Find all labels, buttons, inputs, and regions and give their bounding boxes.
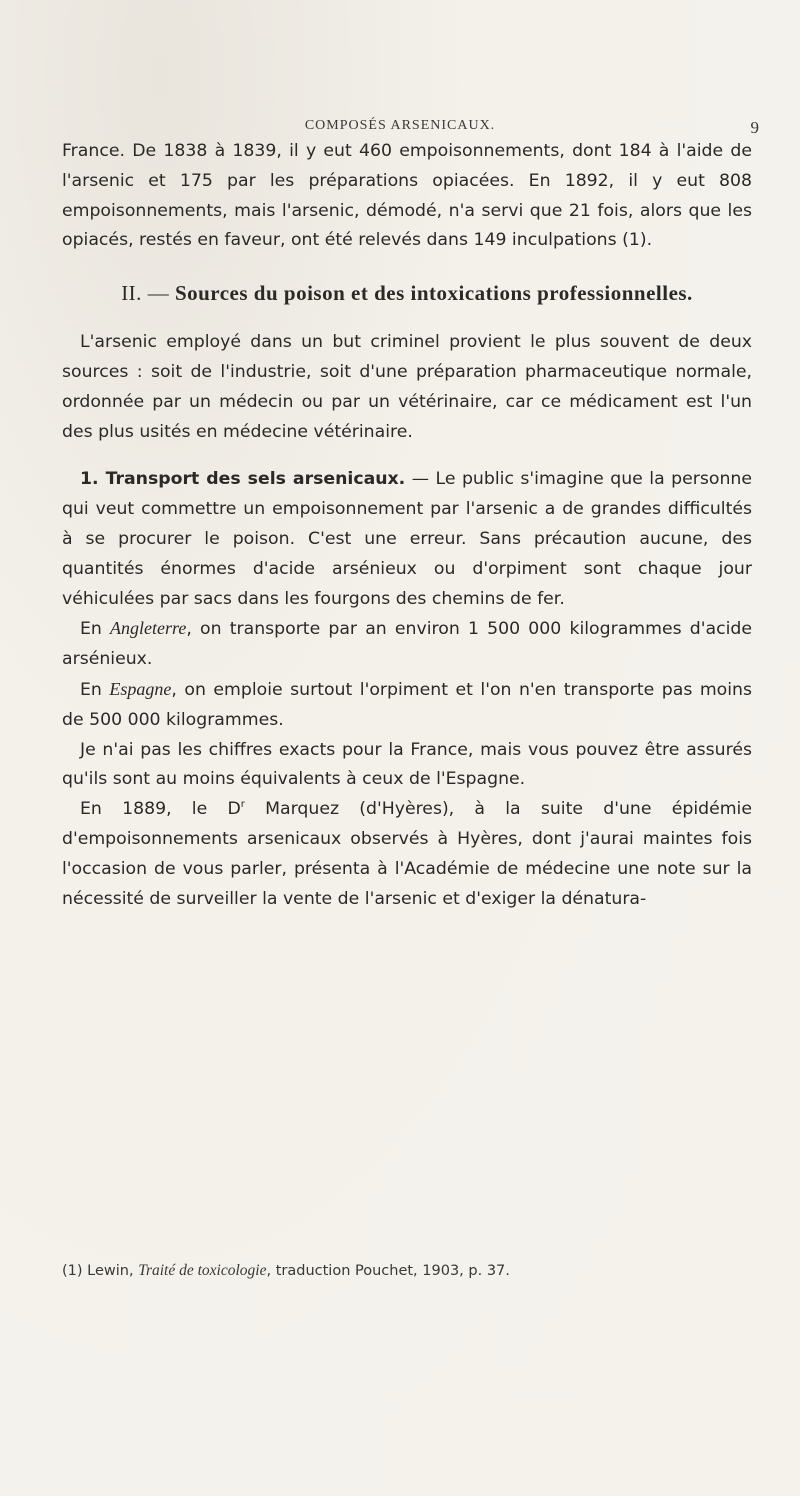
subsection-paragraph bbox=[62, 465, 752, 614]
page-number: 9 bbox=[750, 118, 760, 137]
marquez-before: En 1889, le D bbox=[80, 799, 241, 820]
marquez-paragraph bbox=[62, 795, 752, 914]
section-title: Sources du poison et des intoxications professionnelles. bbox=[174, 281, 693, 306]
subsection-text: — Le public s'imagine que la personne qui veut commettre un empoisonnement par l'arsenic a de grandes difficultés à se procurer le poison. C'est une erreur. Sans précaution aucune, des quantités énormes d'acide arsénieux ou d'orpiment sont chaque jour véhiculées par sacs dans les fourgons des chemins de fer. bbox=[62, 469, 752, 609]
footnote-rest: , traduction Pouchet, 1903, p. 37. bbox=[266, 1263, 510, 1279]
footnote-marker: (1) Lewin, bbox=[62, 1263, 139, 1279]
england-prefix: En bbox=[80, 619, 111, 640]
subsection-heading: 1. Transport des sels arsenicaux. bbox=[80, 469, 406, 490]
england-country: Angleterre bbox=[110, 618, 187, 639]
france-figures-paragraph: Je n'ai pas les chiffres exacts pour la France, mais vous pouvez être assurés qu'ils sont au moins équivalents à ceux de l'Espagne. bbox=[62, 739, 752, 790]
marquez-sup: r bbox=[240, 799, 245, 811]
paragraph-gap bbox=[62, 447, 752, 465]
marquez-after: Marquez (d'Hyères), à la suite d'une épidémie d'empoisonnements arsenicaux observés à Hyères, dont j'aurai maintes fois l'occasion de vous parler, présenta à l'Académie de médecine une note sur la nécessité de surveiller la vente de l'arsenic et d'exiger la dénatura- bbox=[62, 799, 752, 909]
spain-country: Espagne bbox=[109, 678, 172, 699]
spain-prefix: En bbox=[80, 679, 110, 700]
england-text: , on transporte par an environ 1 500 000 kilogrammes d'acide arsénieux. bbox=[62, 619, 752, 670]
footnote bbox=[62, 1262, 752, 1280]
section-heading bbox=[62, 278, 752, 308]
section-number: II. bbox=[121, 281, 142, 306]
intro-paragraph: France. De 1838 à 1839, il y eut 460 empoisonnements, dont 184 à l'aide de l'arsenic et 175 par les préparations opiacées. En 1892, il y eut 808 empoisonnements, mais l'arsenic, démodé, n'a servi que 21 fois, alors que les opiacés, restés en faveur, ont été relevés dans 149 inculpations (1). bbox=[62, 141, 752, 251]
section-paragraph: L'arsenic employé dans un but criminel provient le plus souvent de deux sources : soit de l'industrie, soit d'une préparation pharmaceutique normale, ordonnée par un médecin ou par un vétérinaire, car ce médicament est l'un des plus usités en médecine vétérinaire. bbox=[62, 332, 752, 442]
footnote-work: Traité de toxicologie bbox=[138, 1262, 267, 1279]
section-dash: — bbox=[147, 281, 170, 306]
body-text bbox=[62, 137, 752, 914]
running-head-title: COMPOSÉS ARSENICAUX. bbox=[304, 118, 496, 133]
spain-paragraph bbox=[62, 675, 752, 736]
running-head bbox=[40, 118, 760, 137]
england-paragraph bbox=[62, 614, 752, 675]
spain-text: , on emploie surtout l'orpiment et l'on n'en transporte pas moins de 500 000 kilogrammes. bbox=[62, 679, 752, 730]
